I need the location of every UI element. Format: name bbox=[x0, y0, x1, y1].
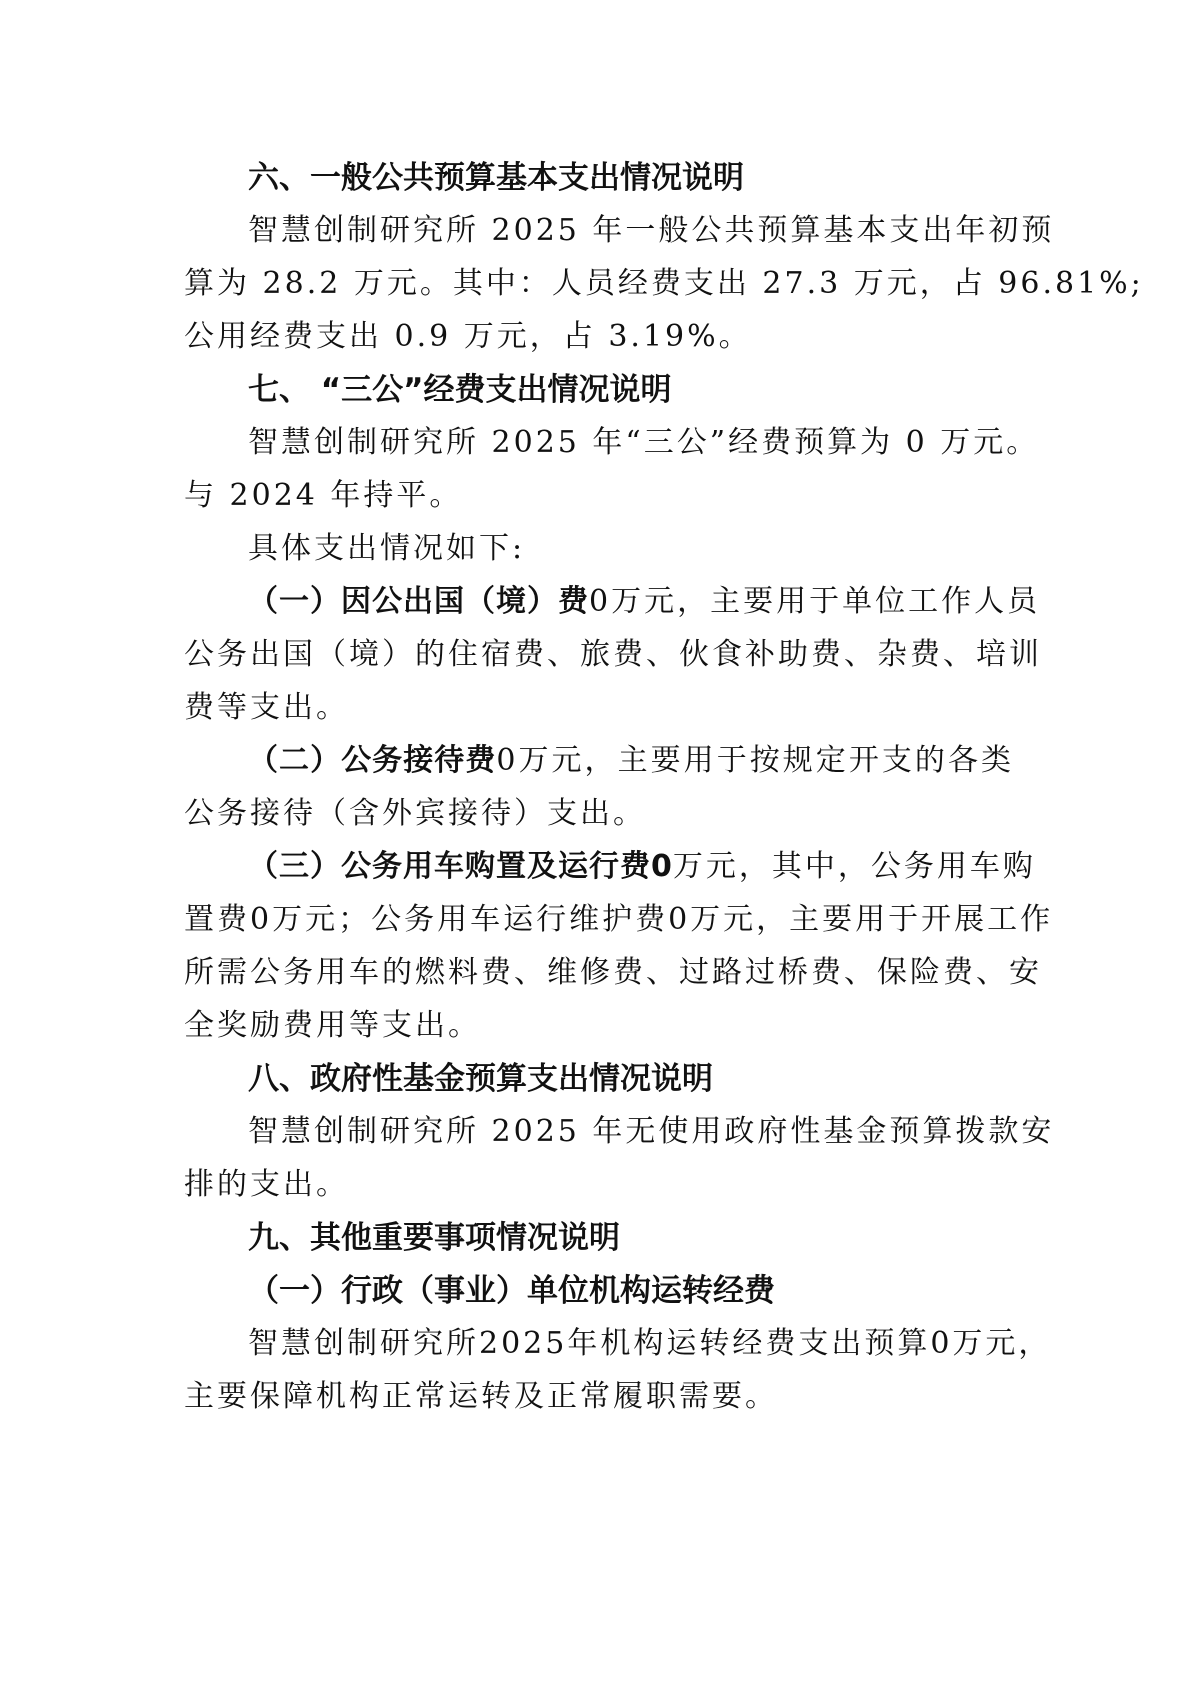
section-7-line-3: 具体支出情况如下: bbox=[248, 531, 526, 566]
item-1-first-line bbox=[248, 582, 1041, 622]
item-3-line-2: 置费0万元；公务用车运行维护费0万元，主要用于开展工作 bbox=[184, 902, 1054, 937]
item-3-first-line bbox=[248, 847, 1036, 887]
item-2-text: 0万元，主要用于按规定开支的各类 bbox=[496, 743, 1015, 778]
item-2-first-line bbox=[248, 741, 1014, 781]
item-3-amount: 0 bbox=[651, 849, 673, 884]
item-1-text: 0万元，主要用于单位工作人员 bbox=[589, 584, 1041, 619]
section-9-line-2: 主要保障机构正常运转及正常履职需要。 bbox=[184, 1379, 778, 1414]
section-8-line-2: 排的支出。 bbox=[184, 1167, 349, 1202]
section-7-line-2: 与 2024 年持平。 bbox=[184, 478, 463, 513]
item-2-label: （二）公务接待费 bbox=[248, 743, 497, 778]
section-9-heading: 九、其他重要事项情况说明 bbox=[248, 1220, 620, 1256]
item-2-line-2: 公务接待（含外宾接待）支出。 bbox=[184, 796, 646, 831]
section-9-line-1: 智慧创制研究所2025年机构运转经费支出预算0万元， bbox=[248, 1326, 1052, 1361]
item-3-label: （三）公务用车购置及运行费 bbox=[248, 849, 651, 884]
item-3-line-4: 全奖励费用等支出。 bbox=[184, 1008, 481, 1043]
section-8-line-1: 智慧创制研究所 2025 年无使用政府性基金预算拨款安 bbox=[248, 1114, 1055, 1149]
section-9-subheading: （一）行政（事业）单位机构运转经费 bbox=[248, 1273, 775, 1309]
item-1-line-3: 费等支出。 bbox=[184, 690, 349, 725]
item-3-text: 万元，其中，公务用车购 bbox=[672, 849, 1036, 884]
item-1-line-2: 公务出国（境）的住宿费、旅费、伙食补助费、杂费、培训 bbox=[184, 637, 1042, 672]
item-1-label: （一）因公出国（境）费 bbox=[248, 584, 589, 619]
section-6-line-3: 公用经费支出 0.9 万元，占 3.19%。 bbox=[184, 319, 752, 354]
section-7-heading: 七、 “三公”经费支出情况说明 bbox=[248, 372, 672, 408]
section-8-heading: 八、政府性基金预算支出情况说明 bbox=[248, 1061, 713, 1097]
section-6-line-2: 算为 28.2 万元。其中：人员经费支出 27.3 万元，占 96.81%; bbox=[184, 266, 1144, 301]
section-6-heading: 六、一般公共预算基本支出情况说明 bbox=[248, 160, 744, 196]
item-3-line-3: 所需公务用车的燃料费、维修费、过路过桥费、保险费、安 bbox=[184, 955, 1042, 990]
section-6-line-1: 智慧创制研究所 2025 年一般公共预算基本支出年初预 bbox=[248, 213, 1055, 248]
section-7-line-1: 智慧创制研究所 2025 年“三公”经费预算为 0 万元。 bbox=[248, 425, 1040, 460]
